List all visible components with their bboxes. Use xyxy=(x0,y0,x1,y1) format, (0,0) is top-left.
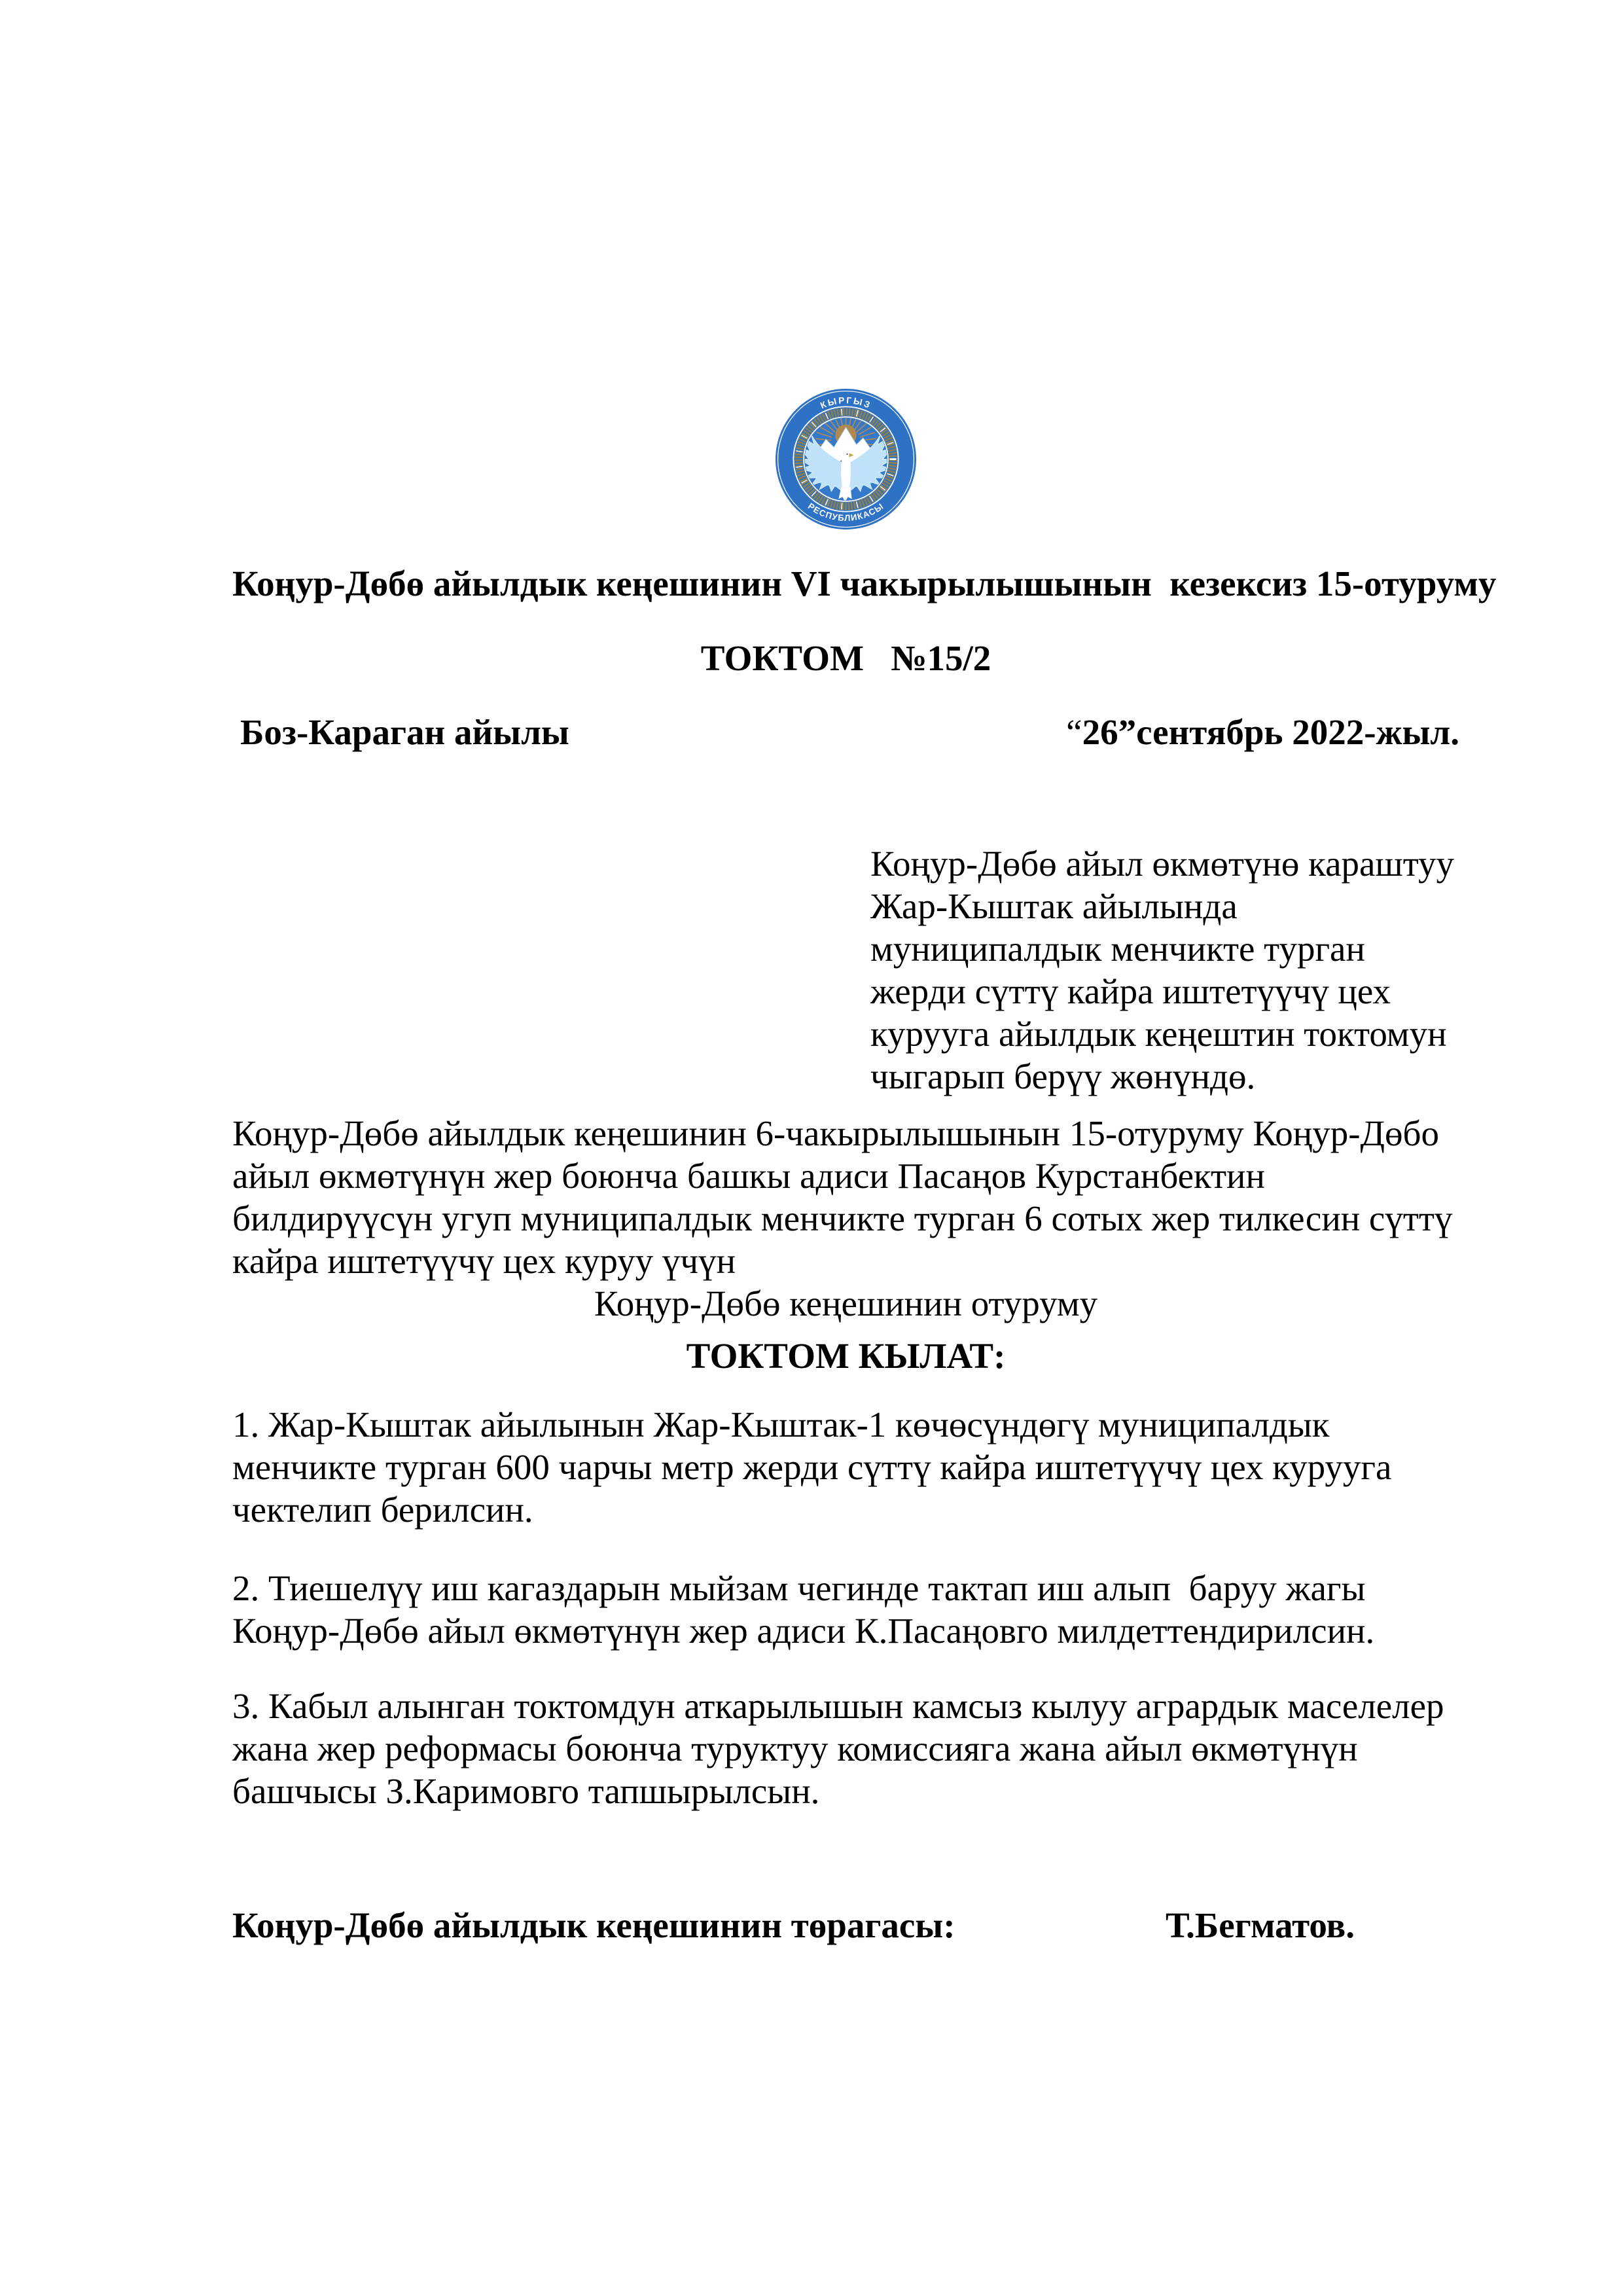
decree-date xyxy=(1066,711,1459,753)
resolution-heading: ТОКТОМ КЫЛАТ: xyxy=(686,1336,1006,1376)
decree-subject: Коңур-Дөбө айыл өкмөтүнө караштуу Жар-Кыштак айылында муниципалдык менчикте турган жерди сүттү кайра иштетүүчү цех курууга айылдык кеңештин токтомун чыгарып берүү жөнүндө. xyxy=(870,844,1463,1096)
decree-preamble: Коңур-Дөбө айылдык кеңешинин 6-чакырылышынын 15-отуруму Коңур-Дөбо айыл өкмөтүнүн жер боюнча башкы адиси Пасаңов Курстанбектин билдирүүсүн угуп муниципалдык менчикте турган 6 сотых жер тилкесин сүттү кайра иштетүүчү цех куруу үчүн xyxy=(232,1113,1462,1281)
place-date-row xyxy=(232,711,1459,753)
signature-name: Т.Бегматов. xyxy=(1166,1905,1355,1945)
emblem-top-text: КЫРГЫЗ xyxy=(819,395,873,411)
decree-number: ТОКТОМ №15/2 xyxy=(700,638,991,678)
resolution-item-2: 2. Тиешелүү иш кагаздарын мыйзам чегинде тактап иш алып баруу жагы Коңур-Дөбө айыл өкмөтүнүн жер адиси К.Пасаңовго милдеттендирилсин. xyxy=(232,1568,1375,1651)
emblem-bottom-text: РЕСПУБЛИКАСЫ xyxy=(806,501,886,523)
date-text: 26”сентябрь 2022-жыл. xyxy=(1082,712,1459,752)
signature-row xyxy=(232,1904,1459,1946)
place-name: Боз-Караган айылы xyxy=(240,712,569,752)
date-open-quote: “ xyxy=(1066,712,1082,752)
session-line: Коңур-Дөбө кеңешинин отуруму xyxy=(594,1283,1098,1323)
resolution-item-1: 1. Жар-Кыштак айылынын Жар-Кыштак-1 көчөсүндөгү муниципалдык менчикте турган 600 чарчы метр жерди сүттү кайра иштетүүчү цех курууга чектелип берилсин. xyxy=(232,1405,1401,1530)
document-title: Коңур-Дөбө айылдык кеңешинин VI чакырылышынын кезексиз 15-отуруму xyxy=(232,564,1497,603)
signature-label: Коңур-Дөбө айылдык кеңешинин төрагасы: xyxy=(232,1905,955,1945)
resolution-item-3: 3. Кабыл алынган токтомдун аткарылышын камсыз кылуу агрардык маселелер жана жер реформасы боюнча туруктуу комиссияга жана айыл өкмөтүнүн башчысы З.Каримовго тапшырылсын. xyxy=(232,1686,1454,1811)
kyrgyz-republic-emblem xyxy=(776,389,916,529)
